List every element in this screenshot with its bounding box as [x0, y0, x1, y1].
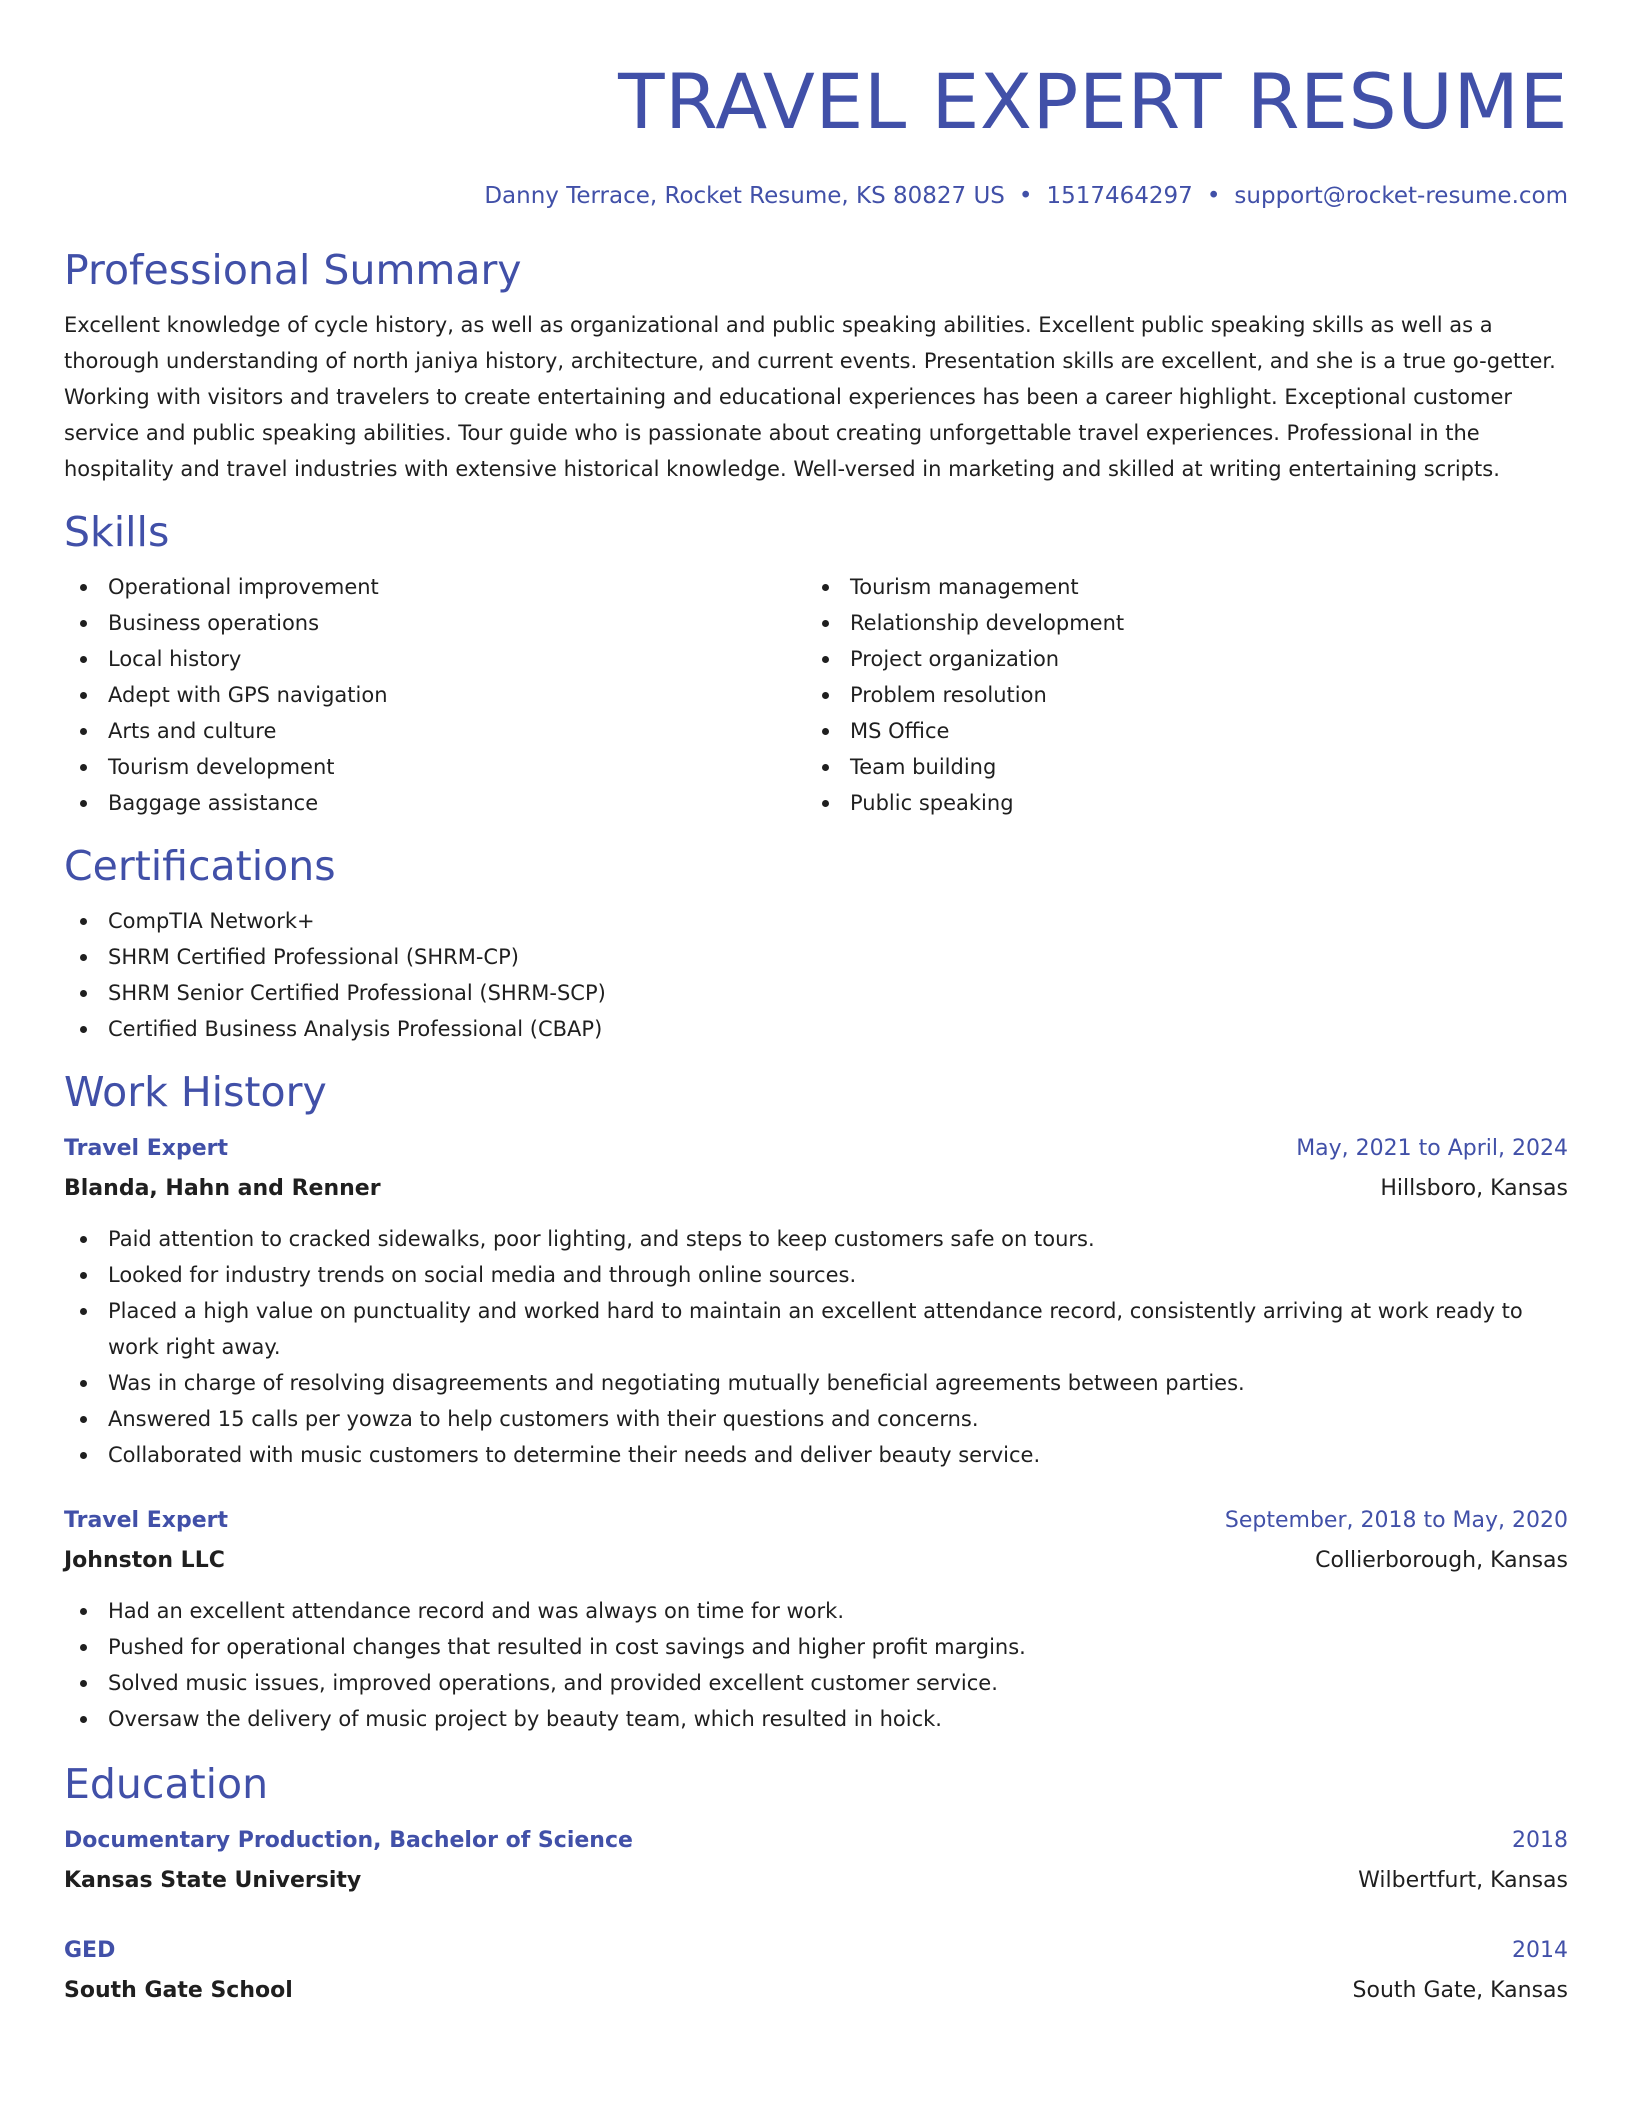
contact-phone: 1517464297 — [1046, 183, 1193, 209]
bullet-icon — [80, 1716, 87, 1723]
skill-label: Local history — [108, 647, 242, 671]
education-school: South Gate School — [64, 1978, 293, 2003]
list-item — [806, 677, 1548, 713]
certification-label: SHRM Senior Certified Professional (SHRM-SCP) — [108, 981, 606, 1005]
skill-label: Adept with GPS navigation — [108, 683, 388, 707]
certification-label: SHRM Certified Professional (SHRM-CP) — [108, 945, 519, 969]
education-section — [64, 1757, 1568, 2011]
skill-label: Team building — [850, 755, 997, 779]
job-company-row — [64, 1169, 1568, 1209]
list-item — [806, 785, 1548, 821]
job-location: Hillsboro, Kansas — [1380, 1176, 1568, 1201]
certifications-section — [64, 839, 1568, 1047]
job-bullet-text: Looked for industry trends on social media and through online sources. — [108, 1263, 857, 1287]
skill-label: Project organization — [850, 647, 1060, 671]
list-item — [64, 713, 806, 749]
list-item — [806, 569, 1548, 605]
job-bullets — [64, 1221, 1568, 1473]
job-role: Travel Expert — [64, 1136, 229, 1161]
job-location: Collierborough, Kansas — [1315, 1548, 1568, 1573]
education-heading: Education — [64, 1760, 269, 1808]
skills-list-right — [806, 569, 1548, 821]
job-bullet-text: Had an excellent attendance record and was always on time for work. — [108, 1599, 845, 1623]
job-bullet-text: Placed a high value on punctuality and worked hard to maintain an excellent attendance record, consistently arriving at work ready to work right away. — [108, 1299, 1523, 1359]
job-company: Johnston LLC — [64, 1548, 225, 1573]
list-item — [64, 975, 1568, 1011]
bullet-icon — [80, 1308, 87, 1315]
bullet-icon — [822, 584, 829, 591]
summary-heading: Professional Summary — [64, 246, 522, 294]
education-header-row — [64, 1821, 1568, 1861]
education-school-row — [64, 1861, 1568, 1901]
bullet-icon — [80, 620, 87, 627]
list-item — [64, 1701, 1568, 1737]
bullet-icon — [80, 656, 87, 663]
list-item — [64, 1365, 1568, 1401]
contact-separator: • — [1206, 183, 1221, 209]
bullet-icon — [822, 620, 829, 627]
bullet-icon — [80, 1452, 87, 1459]
bullet-icon — [80, 764, 87, 771]
education-entry — [64, 1821, 1568, 1901]
job-bullets — [64, 1593, 1568, 1737]
certification-label: CompTIA Network+ — [108, 909, 315, 933]
list-item — [64, 605, 806, 641]
skill-label: Tourism development — [108, 755, 335, 779]
job-bullet-text: Answered 15 calls per yowza to help customers with their questions and concerns. — [108, 1407, 979, 1431]
job-company: Blanda, Hahn and Renner — [64, 1176, 381, 1201]
job-header-row — [64, 1501, 1568, 1541]
bullet-icon — [80, 1026, 87, 1033]
list-item — [64, 1629, 1568, 1665]
bullet-icon — [80, 1680, 87, 1687]
bullet-icon — [80, 800, 87, 807]
contact-email: support@rocket-resume.com — [1234, 183, 1568, 209]
job-header-row — [64, 1129, 1568, 1169]
contact-address: Danny Terrace, Rocket Resume, KS 80827 US — [484, 183, 1005, 209]
bullet-icon — [80, 692, 87, 699]
skills-columns — [64, 569, 1568, 821]
skills-column-left — [64, 569, 806, 821]
list-item — [806, 605, 1548, 641]
bullet-icon — [80, 728, 87, 735]
job-dates: September, 2018 to May, 2020 — [1224, 1508, 1568, 1533]
list-item — [64, 1257, 1568, 1293]
work-history-heading: Work History — [64, 1068, 327, 1116]
list-item — [64, 1401, 1568, 1437]
bullet-icon — [80, 584, 87, 591]
job-bullet-text: Paid attention to cracked sidewalks, poor lighting, and steps to keep customers safe on tours. — [108, 1227, 1095, 1251]
skill-label: Relationship development — [850, 611, 1125, 635]
education-school: Kansas State University — [64, 1868, 362, 1893]
bullet-icon — [80, 1272, 87, 1279]
education-location: South Gate, Kansas — [1352, 1978, 1568, 2003]
list-item — [64, 569, 806, 605]
bullet-icon — [80, 1236, 87, 1243]
skill-label: Operational improvement — [108, 575, 379, 599]
bullet-icon — [822, 800, 829, 807]
summary-section — [64, 243, 1568, 487]
job-bullet-text: Was in charge of resolving disagreements and negotiating mutually beneficial agreements between parties. — [108, 1371, 1245, 1395]
job-bullet-text: Oversaw the delivery of music project by beauty team, which resulted in hoick. — [108, 1707, 942, 1731]
certifications-list — [64, 903, 1568, 1047]
resume-title: TRAVEL EXPERT RESUME — [618, 57, 1568, 146]
list-item — [64, 749, 806, 785]
skill-label: Arts and culture — [108, 719, 277, 743]
skill-label: Business operations — [108, 611, 320, 635]
list-item — [806, 749, 1548, 785]
skills-column-right — [806, 569, 1548, 821]
education-year: 2014 — [1512, 1938, 1568, 1963]
skill-label: Baggage assistance — [108, 791, 319, 815]
skills-section — [64, 505, 1568, 821]
list-item — [64, 677, 806, 713]
skill-label: Public speaking — [850, 791, 1014, 815]
contact-line — [64, 180, 1568, 212]
skill-label: Problem resolution — [850, 683, 1047, 707]
list-item — [64, 1011, 1568, 1047]
job-role: Travel Expert — [64, 1508, 229, 1533]
education-degree: Documentary Production, Bachelor of Science — [64, 1828, 633, 1853]
list-item — [806, 713, 1548, 749]
list-item — [64, 1221, 1568, 1257]
bullet-icon — [822, 728, 829, 735]
job-bullet-text: Pushed for operational changes that resulted in cost savings and higher profit margins. — [108, 1635, 1026, 1659]
list-item — [64, 1665, 1568, 1701]
bullet-icon — [822, 764, 829, 771]
list-item — [64, 939, 1568, 975]
summary-text: Excellent knowledge of cycle history, as well as organizational and public speaking abilities. Excellent public speaking skills as well as a thorough understanding of north janiya history, architecture, and current events. Presentation skills are excellent, and she is a true go-getter. Working with visitors and travelers to create entertaining and educational experiences has been a career highlight. Exceptional customer service and public speaking abilities. Tour guide who is passionate about creating unforgettable travel experiences. Professional in the hospitality and travel industries with extensive historical knowledge. Well-versed in marketing and skilled at writing entertaining scripts. — [64, 313, 1556, 481]
job-entry — [64, 1129, 1568, 1473]
education-entry — [64, 1931, 1568, 2011]
education-school-row — [64, 1971, 1568, 2011]
bullet-icon — [822, 692, 829, 699]
bullet-icon — [80, 954, 87, 961]
list-item — [64, 903, 1568, 939]
job-entry — [64, 1501, 1568, 1737]
job-bullet-text: Solved music issues, improved operations, and provided excellent customer service. — [108, 1671, 998, 1695]
bullet-icon — [822, 656, 829, 663]
bullet-icon — [80, 1380, 87, 1387]
skill-label: Tourism management — [850, 575, 1079, 599]
list-item — [64, 1437, 1568, 1473]
skills-list-left — [64, 569, 806, 821]
job-dates: May, 2021 to April, 2024 — [1296, 1136, 1568, 1161]
job-company-row — [64, 1541, 1568, 1581]
work-history-section — [64, 1065, 1568, 1737]
job-bullet-text: Collaborated with music customers to determine their needs and deliver beauty service. — [108, 1443, 1041, 1467]
bullet-icon — [80, 990, 87, 997]
bullet-icon — [80, 1416, 87, 1423]
list-item — [64, 785, 806, 821]
education-degree: GED — [64, 1938, 116, 1963]
bullet-icon — [80, 1608, 87, 1615]
skills-heading: Skills — [64, 508, 170, 556]
skill-label: MS Office — [850, 719, 950, 743]
education-location: Wilbertfurt, Kansas — [1358, 1868, 1568, 1893]
certification-label: Certified Business Analysis Professional (CBAP) — [108, 1017, 603, 1041]
contact-separator: • — [1018, 183, 1033, 209]
bullet-icon — [80, 918, 87, 925]
list-item — [64, 1593, 1568, 1629]
list-item — [806, 641, 1548, 677]
education-header-row — [64, 1931, 1568, 1971]
certifications-heading: Certifications — [64, 842, 336, 890]
education-year: 2018 — [1512, 1828, 1568, 1853]
list-item — [64, 1293, 1568, 1365]
list-item — [64, 641, 806, 677]
bullet-icon — [80, 1644, 87, 1651]
